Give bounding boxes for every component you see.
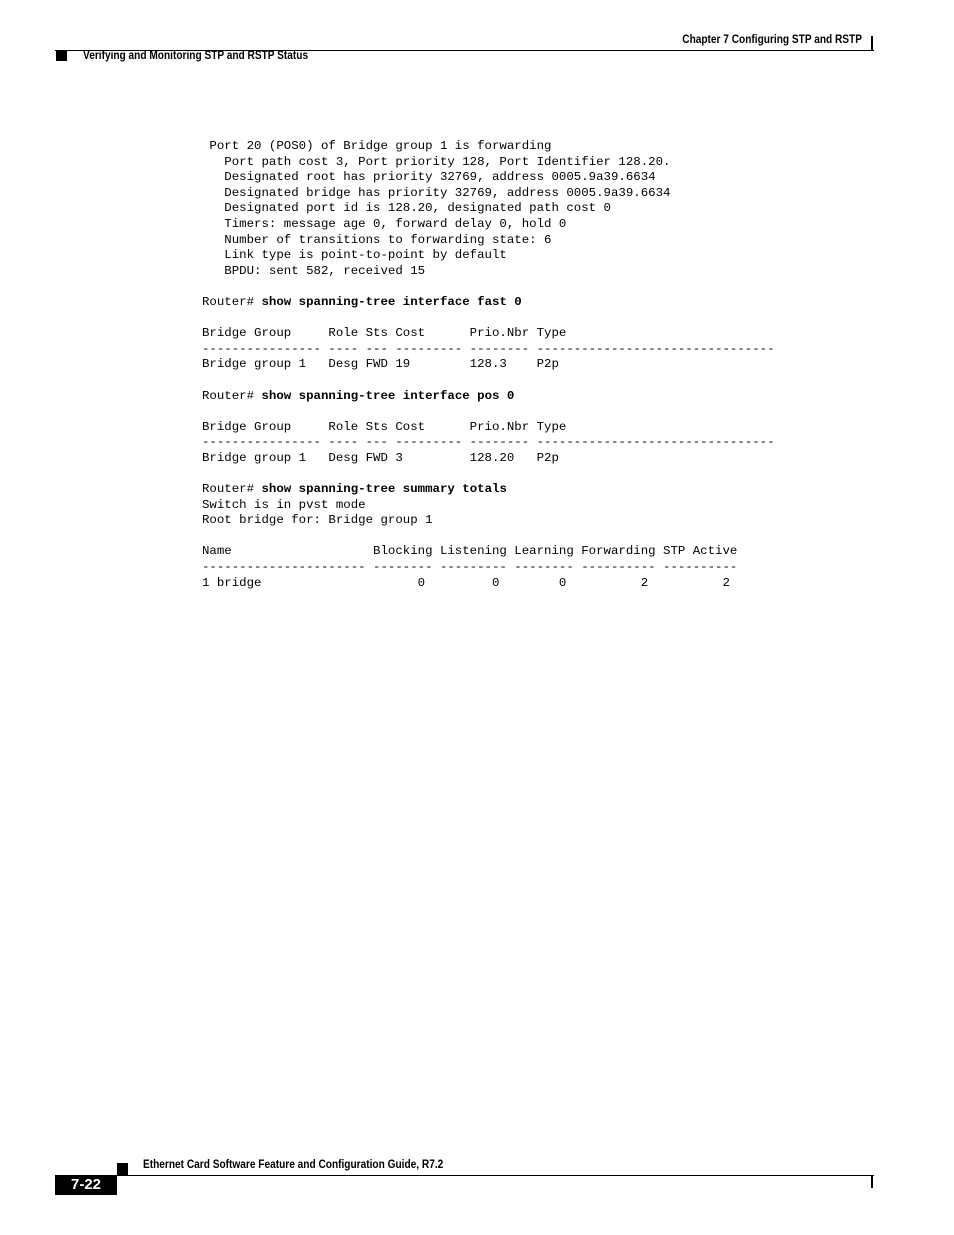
code-line bbox=[202, 201, 775, 217]
code-line bbox=[202, 264, 775, 280]
code-text: Bridge group 1 Desg FWD 19 128.3 P2p bbox=[202, 357, 559, 372]
code-text: Name Blocking Listening Learning Forwarding STP Active bbox=[202, 544, 738, 559]
cli-output-code-block bbox=[202, 139, 775, 591]
command-text: show spanning-tree interface fast 0 bbox=[261, 294, 522, 309]
code-text: Port path cost 3, Port priority 128, Port Identifier 128.20. bbox=[202, 154, 671, 169]
code-text: Bridge Group Role Sts Cost Prio.Nbr Type bbox=[202, 326, 567, 341]
code-text: ---------------- ---- --- --------- -------- -------------------------------- bbox=[202, 435, 775, 450]
code-line bbox=[202, 466, 775, 482]
code-text: Root bridge for: Bridge group 1 bbox=[202, 513, 433, 528]
code-text: 1 bridge 0 0 0 2 2 bbox=[202, 575, 730, 590]
header-vertical-bar bbox=[871, 36, 873, 50]
code-line bbox=[202, 357, 775, 373]
header-square-marker bbox=[56, 51, 67, 61]
code-text: Bridge group 1 Desg FWD 3 128.20 P2p bbox=[202, 450, 559, 465]
code-text: BPDU: sent 582, received 15 bbox=[202, 263, 426, 278]
code-line bbox=[202, 529, 775, 545]
section-title: Verifying and Monitoring STP and RSTP Status bbox=[83, 50, 309, 62]
code-line bbox=[202, 155, 775, 171]
code-text: Designated port id is 128.20, designated path cost 0 bbox=[202, 201, 611, 216]
code-line bbox=[202, 544, 775, 560]
code-line bbox=[202, 435, 775, 451]
code-line bbox=[202, 560, 775, 576]
code-line bbox=[202, 139, 775, 155]
page-number: 7-22 bbox=[55, 1175, 117, 1195]
code-text: Switch is in pvst mode bbox=[202, 497, 366, 512]
code-text: Timers: message age 0, forward delay 0, hold 0 bbox=[202, 216, 567, 231]
code-line bbox=[202, 326, 775, 342]
code-line bbox=[202, 342, 775, 358]
code-line bbox=[202, 186, 775, 202]
code-text: Router# bbox=[202, 388, 262, 403]
code-text: Designated bridge has priority 32769, address 0005.9a39.6634 bbox=[202, 185, 671, 200]
code-text: Router# bbox=[202, 294, 262, 309]
code-line bbox=[202, 404, 775, 420]
code-text: Port 20 (POS0) of Bridge group 1 is forwarding bbox=[202, 139, 552, 153]
command-text: show spanning-tree interface pos 0 bbox=[261, 388, 515, 403]
code-line bbox=[202, 311, 775, 327]
code-line bbox=[202, 295, 775, 311]
book-title: Ethernet Card Software Feature and Configuration Guide, R7.2 bbox=[143, 1159, 444, 1171]
chapter-title: Chapter 7 Configuring STP and RSTP bbox=[682, 34, 862, 46]
footer-square-marker bbox=[117, 1163, 128, 1175]
footer-vertical-bar bbox=[871, 1176, 873, 1188]
code-text: Link type is point-to-point by default bbox=[202, 248, 507, 263]
code-text: Bridge Group Role Sts Cost Prio.Nbr Type bbox=[202, 419, 567, 434]
code-text: Designated root has priority 32769, address 0005.9a39.6634 bbox=[202, 170, 656, 185]
code-line bbox=[202, 248, 775, 264]
footer-rule bbox=[117, 1175, 874, 1176]
code-line bbox=[202, 217, 775, 233]
code-line bbox=[202, 513, 775, 529]
code-line bbox=[202, 420, 775, 436]
code-line bbox=[202, 279, 775, 295]
code-text: ---------------------- -------- --------- -------- ---------- ---------- bbox=[202, 560, 738, 575]
code-line bbox=[202, 498, 775, 514]
code-line bbox=[202, 170, 775, 186]
code-text: Number of transitions to forwarding state: 6 bbox=[202, 232, 552, 247]
code-line bbox=[202, 576, 775, 592]
code-text: ---------------- ---- --- --------- -------- -------------------------------- bbox=[202, 341, 775, 356]
code-line bbox=[202, 373, 775, 389]
code-text: Router# bbox=[202, 482, 262, 497]
code-line bbox=[202, 389, 775, 405]
command-text: show spanning-tree summary totals bbox=[261, 482, 507, 497]
code-line bbox=[202, 233, 775, 249]
code-line bbox=[202, 482, 775, 498]
code-line bbox=[202, 451, 775, 467]
